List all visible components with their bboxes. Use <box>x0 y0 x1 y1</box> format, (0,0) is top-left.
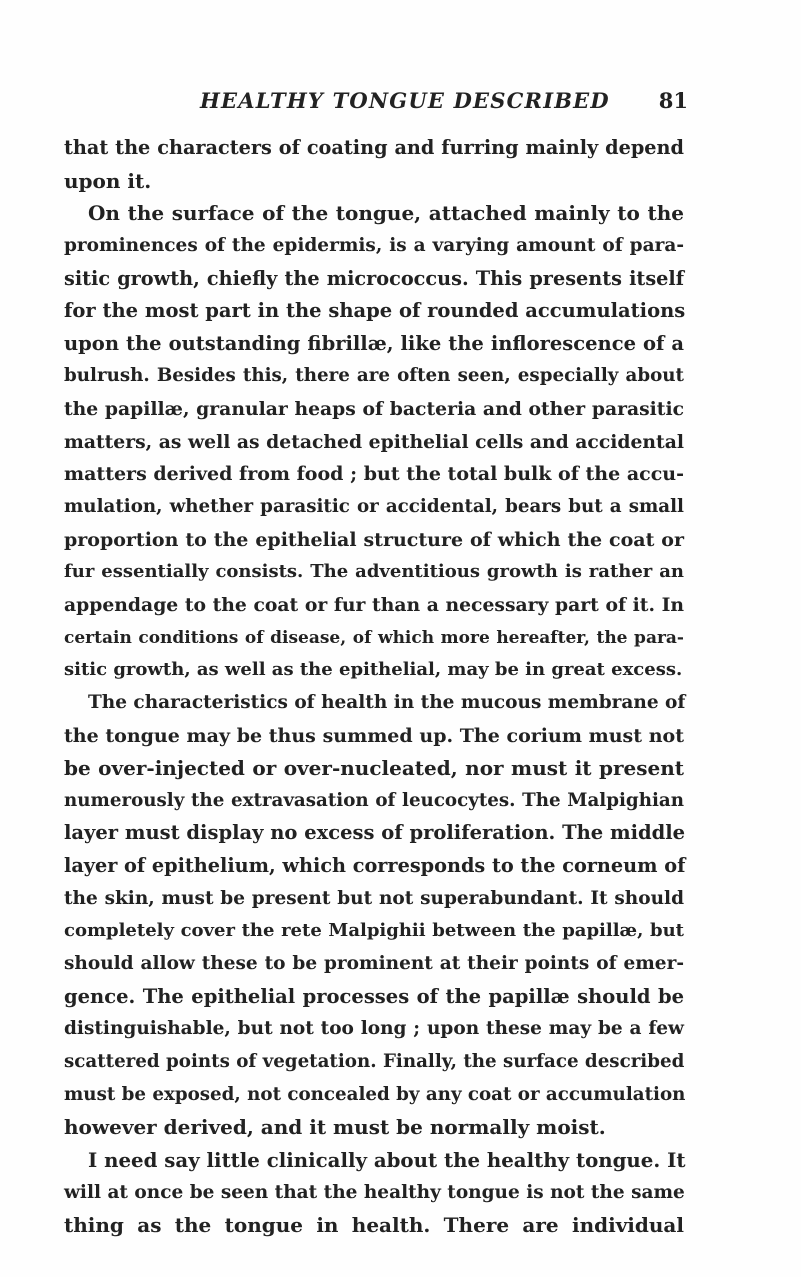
text-line: distinguishable, but not too long ; upon these may be a few <box>64 1018 684 1040</box>
text-line: mulation, whether parasitic or accidental, bears but a small <box>64 496 684 518</box>
text-line: for the most part in the shape of rounded accumulations <box>64 299 686 323</box>
text-line: On the surface of the tongue, attached mainly to the <box>88 201 684 226</box>
text-line: The characteristics of health in the mucous membrane of <box>88 691 686 713</box>
text-line: numerously the extravasation of leucocytes. The Malpighian <box>64 789 684 811</box>
text-line: that the characters of coating and furring mainly depend <box>64 136 684 159</box>
text-line: completely cover the rete Malpighii between the papillæ, but <box>64 920 684 942</box>
text-line: however derived, and it must be normally moist. <box>64 1115 606 1140</box>
text-line: the tongue may be thus summed up. The corium must not <box>64 724 684 747</box>
text-line: gence. The epithelial processes of the papillæ should be <box>64 984 684 1008</box>
text-line: fur essentially consists. The adventitious growth is rather an <box>64 561 684 583</box>
text-line: certain conditions of disease, of which more hereafter, the para- <box>64 627 684 648</box>
text-line: prominences of the epidermis, is a varying amount of para- <box>64 234 684 256</box>
text-line: layer of epithelium, which corresponds to the corneum of <box>64 854 686 878</box>
text-line: the papillæ, granular heaps of bacteria and other parasitic <box>64 398 684 421</box>
text-line: upon the outstanding fibrillæ, like the inflorescence of a <box>64 331 684 355</box>
text-line: the skin, must be present but not superabundant. It should <box>64 887 684 909</box>
text-line: layer must display no excess of proliferation. The middle <box>64 821 686 845</box>
text-line: sitic growth, as well as the epithelial, may be in great excess. <box>64 659 683 681</box>
text-line: upon it. <box>64 168 152 193</box>
text-line: matters derived from food ; but the total bulk of the accu- <box>64 463 684 486</box>
text-line: thing as the tongue in health. There are individual <box>64 1213 684 1238</box>
text-line: will at once be seen that the healthy tongue is not the same <box>64 1181 685 1203</box>
text-line: appendage to the coat or fur than a necessary part of it. In <box>64 593 684 616</box>
text-line: scattered points of vegetation. Finally, the surface described <box>64 1050 685 1072</box>
body-text <box>64 132 684 1242</box>
text-line: matters, as well as detached epithelial cells and accidental <box>64 430 684 453</box>
text-line: should allow these to be prominent at their points of emer- <box>64 953 684 975</box>
book-page <box>64 88 688 1242</box>
running-head-title: HEALTHY TONGUE DESCRIBED <box>200 88 610 113</box>
text-line: bulrush. Besides this, there are often seen, especially about <box>64 365 684 387</box>
text-line: must be exposed, not concealed by any coat or accumulation <box>64 1083 686 1105</box>
running-head <box>64 88 688 118</box>
text-line: be over-injected or over-nucleated, nor must it present <box>64 756 684 781</box>
text-line: proportion to the epithelial structure of which the coat or <box>64 528 684 551</box>
text-line: sitic growth, chiefly the micrococcus. This presents itself <box>64 266 684 290</box>
page-number: 81 <box>658 88 688 113</box>
text-line: I need say little clinically about the healthy tongue. It <box>88 1147 686 1172</box>
